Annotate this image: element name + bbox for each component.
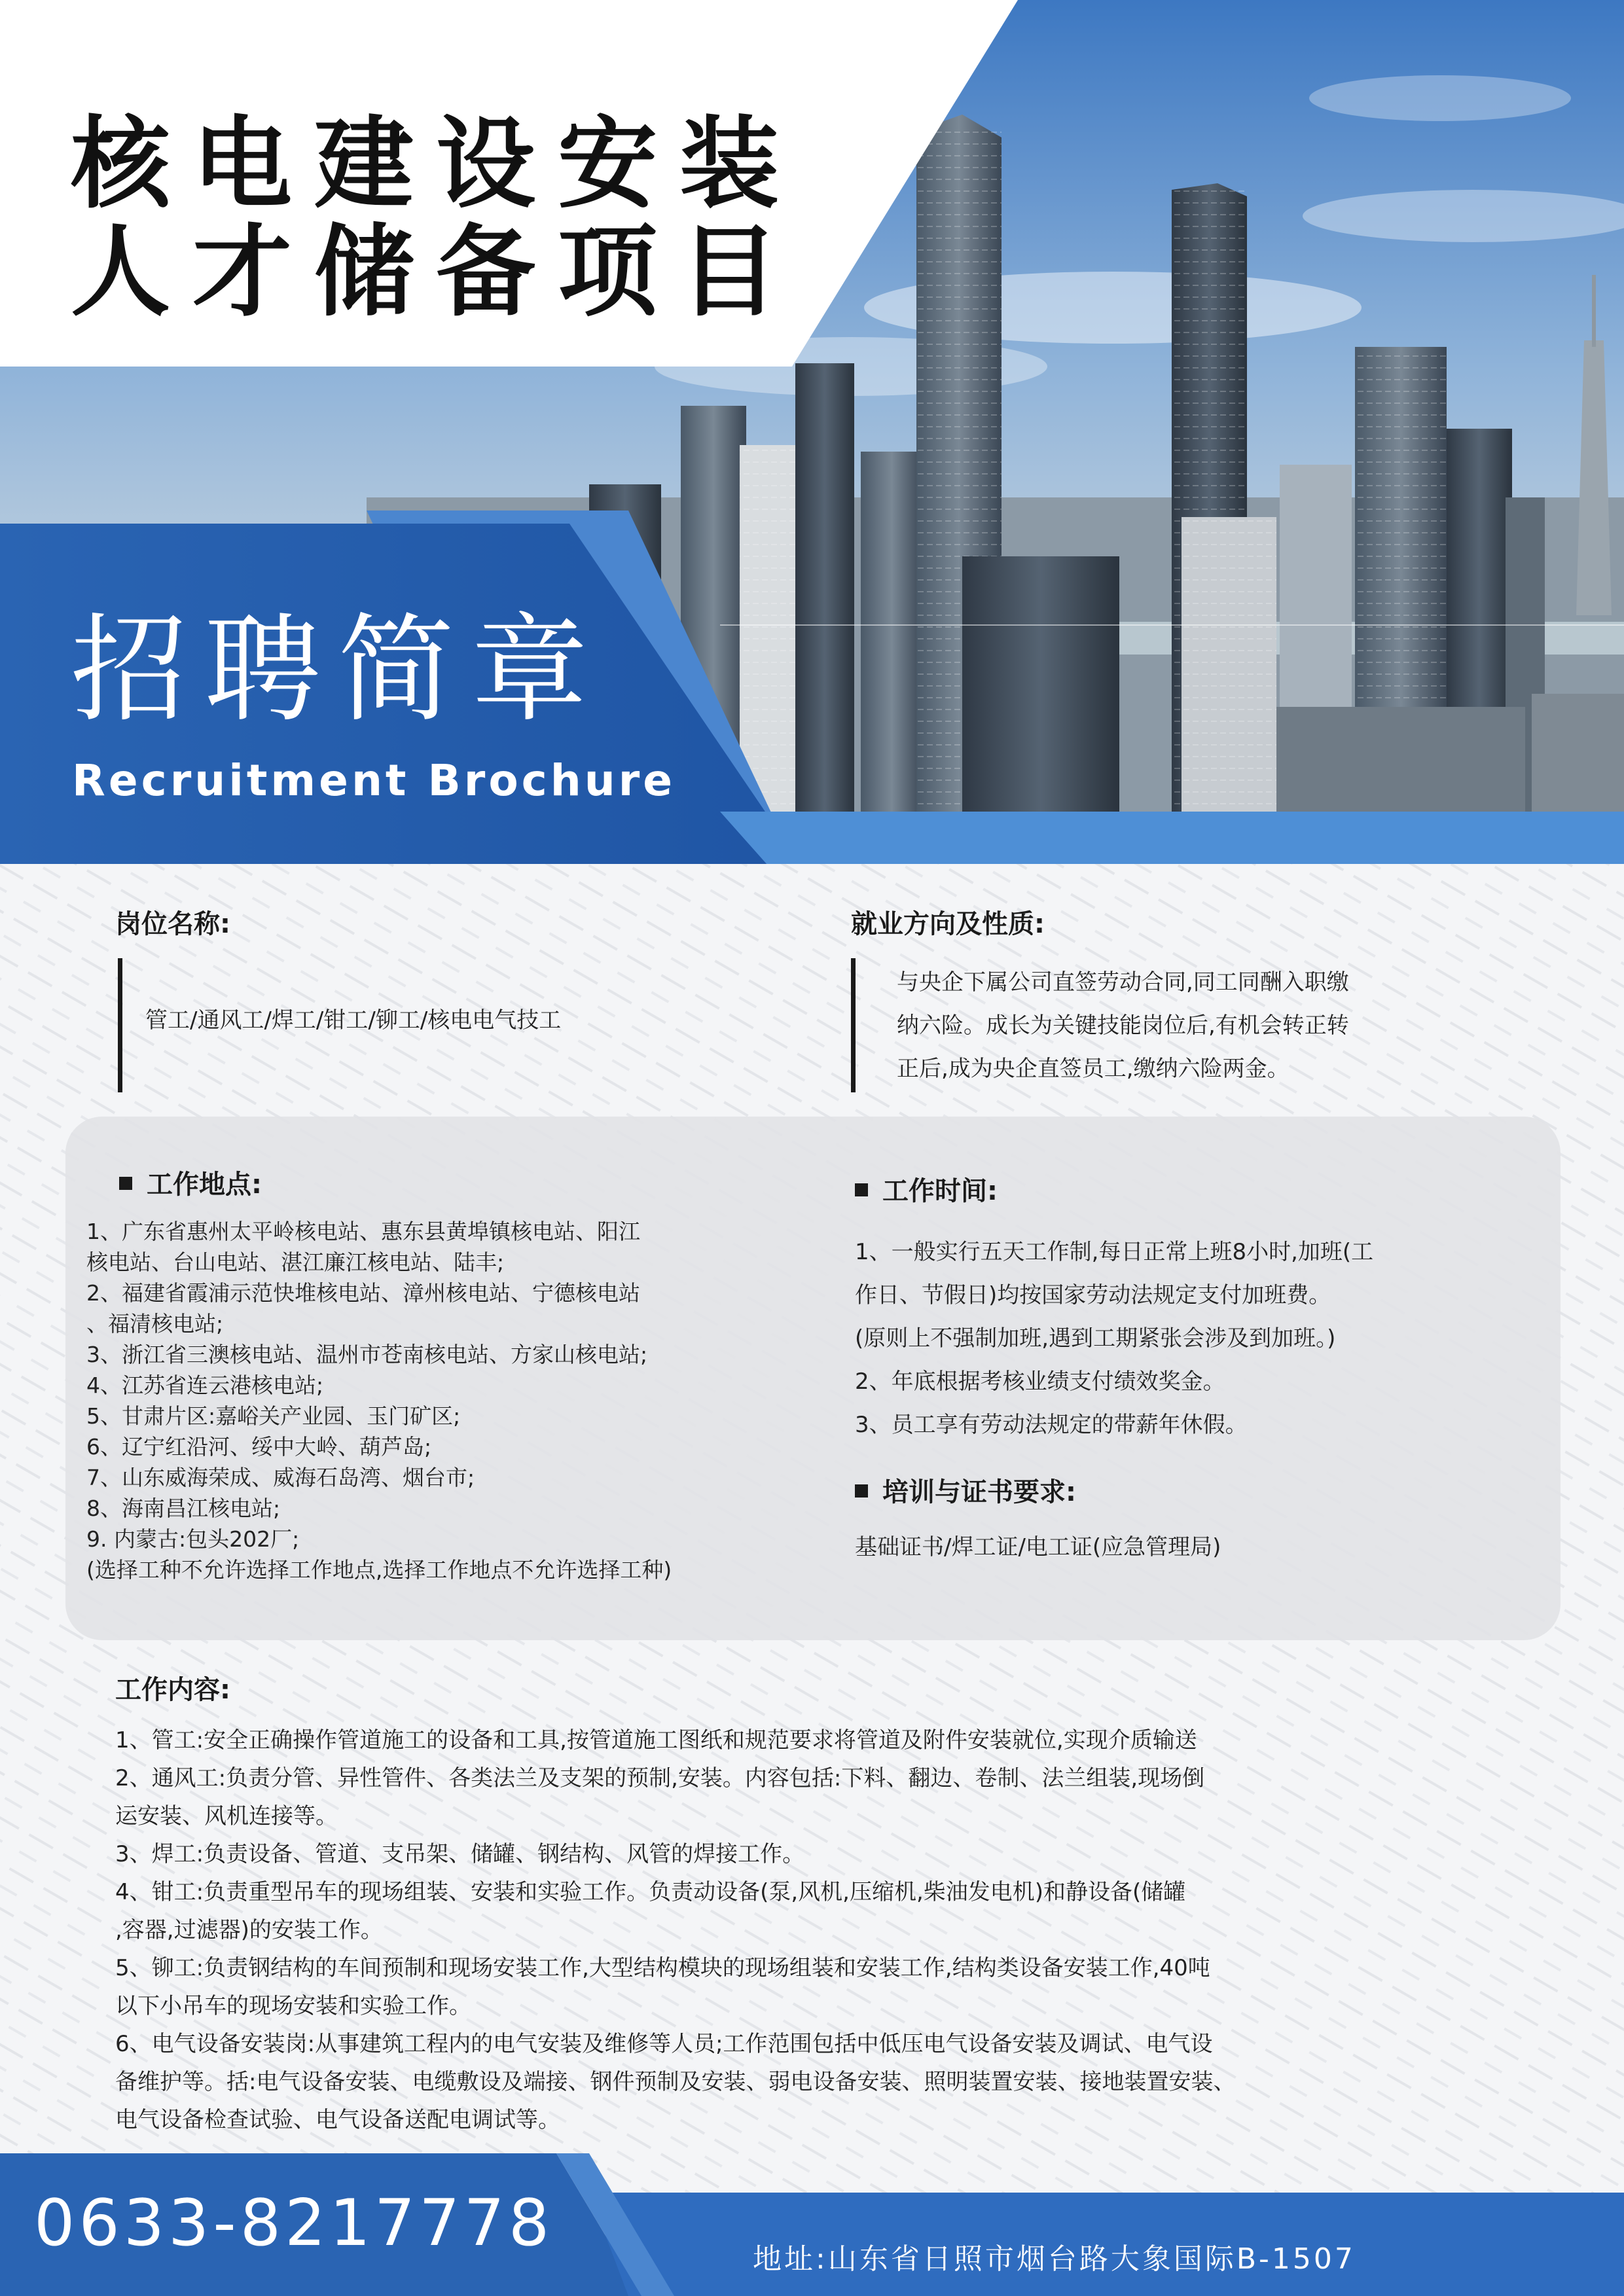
square-bullet-icon — [855, 1183, 868, 1196]
work-time-title-text: 工作时间: — [882, 1176, 998, 1206]
location-line: 8、海南昌江核电站; — [86, 1496, 281, 1521]
job-content-line: 2、通风工:负责分管、异性管件、各类法兰及支架的预制,安装。内容包括:下料、翻边、卷制、法兰组装,现场倒 — [115, 1765, 1205, 1791]
contact-phone: 0633-8217778 — [34, 2186, 554, 2261]
contact-address: 地址:山东省日照市烟台路大象国际B-1507 — [753, 2242, 1356, 2276]
work-time-line: 3、员工享有劳动法规定的带薪年休假。 — [855, 1412, 1248, 1438]
square-bullet-icon — [119, 1177, 132, 1190]
training-title — [855, 1479, 1076, 1505]
employment-text — [897, 961, 1349, 1090]
employment-divider — [851, 958, 856, 1092]
employment-line: 纳六险。成长为关键技能岗位后,有机会转正转 — [897, 1013, 1349, 1039]
work-time-line: 1、一般实行五天工作制,每日正常上班8小时,加班(工 — [855, 1239, 1374, 1265]
location-line: 7、山东威海荣成、威海石岛湾、烟台市; — [86, 1465, 475, 1490]
job-content-line: 4、钳工:负责重型吊车的现场组装、安装和实验工作。负责动设备(泵,风机,压缩机,柴油发电机)和静设备(储罐 — [115, 1879, 1186, 1905]
job-content-line: ,容器,过滤器)的安装工作。 — [115, 1917, 383, 1943]
training-content: 基础证书/焊工证/电工证(应急管理局) — [855, 1534, 1221, 1560]
job-content-line: 以下小吊车的现场安装和实验工作。 — [115, 1993, 471, 2019]
job-content-line: 6、电气设备安装岗:从事建筑工程内的电气安装及维修等人员;工作范围包括中低压电气设备安装及调试、电气设 — [115, 2031, 1213, 2057]
work-time-line: 2、年底根据考核业绩支付绩效奖金。 — [855, 1369, 1225, 1395]
employment-line: 与央企下属公司直签劳动合同,同工同酬入职缴 — [897, 969, 1349, 996]
job-content-line: 3、焊工:负责设备、管道、支吊架、储罐、钢结构、风管的焊接工作。 — [115, 1841, 805, 1867]
location-line: 3、浙江省三澳核电站、温州市苍南核电站、方家山核电站; — [86, 1342, 648, 1367]
location-line: 9. 内蒙古:包头202厂; — [86, 1526, 300, 1552]
location-line: 核电站、台山电站、湛江廉江核电站、陆丰; — [86, 1249, 505, 1275]
locations-list — [86, 1216, 672, 1585]
job-content-line: 运安装、风机连接等。 — [115, 1803, 338, 1829]
work-time-line: (原则上不强制加班,遇到工期紧张会涉及到加班。) — [855, 1325, 1336, 1352]
job-content-line: 5、铆工:负责钢结构的车间预制和现场安装工作,大型结构模块的现场组装和安装工作,结构类设备安装工作,40吨 — [115, 1955, 1210, 1981]
positions-title: 岗位名称: — [115, 909, 230, 939]
square-bullet-icon — [855, 1484, 868, 1498]
job-content-title: 工作内容: — [115, 1675, 230, 1705]
job-content-list — [115, 1721, 1235, 2139]
location-line: 、福清核电站; — [86, 1311, 224, 1336]
job-content-line: 1、管工:安全正确操作管道施工的设备和工具,按管道施工图纸和规范要求将管道及附件安装就位,实现介质输送 — [115, 1727, 1197, 1753]
location-line: 4、江苏省连云港核电站; — [86, 1372, 324, 1398]
training-title-text: 培训与证书要求: — [882, 1477, 1076, 1507]
headline-en: Recruitment Brochure — [72, 755, 676, 806]
job-content-line: 备维护等。括:电气设备安装、电缆敷设及端接、钢件预制及安装、弱电设备安装、照明装置安装、接地装置安装、 — [115, 2069, 1236, 2095]
locations-title-text: 工作地点: — [147, 1170, 262, 1200]
headline-cn: 招聘简章 — [71, 602, 605, 738]
locations-title — [119, 1172, 262, 1198]
location-line: 2、福建省霞浦示范快堆核电站、漳州核电站、宁德核电站 — [86, 1280, 640, 1306]
employment-title: 就业方向及性质: — [851, 909, 1045, 939]
location-line: 5、甘肃片区:嘉峪关产业园、玉门矿区; — [86, 1403, 461, 1429]
location-line: 6、辽宁红沿河、绥中大岭、葫芦岛; — [86, 1434, 432, 1460]
location-line: (选择工种不允许选择工作地点,选择工作地点不允许选择工种) — [86, 1557, 672, 1583]
job-content-line: 电气设备检查试验、电气设备送配电调试等。 — [115, 2107, 560, 2133]
work-time-line: 作日、节假日)均按国家劳动法规定支付加班费。 — [855, 1282, 1331, 1308]
location-line: 1、广东省惠州太平岭核电站、惠东县黄埠镇核电站、阳江 — [86, 1219, 640, 1244]
title-line-1: 核电建设安装 — [71, 106, 801, 222]
work-time-list — [855, 1230, 1373, 1446]
employment-line: 正后,成为央企直签员工,缴纳六险两金。 — [897, 1056, 1290, 1082]
positions-divider — [118, 958, 122, 1092]
title-line-2: 人才储备项目 — [71, 214, 801, 330]
positions-content: 管工/通风工/焊工/钳工/铆工/核电电气技工 — [145, 1007, 562, 1033]
work-time-title — [855, 1178, 998, 1204]
